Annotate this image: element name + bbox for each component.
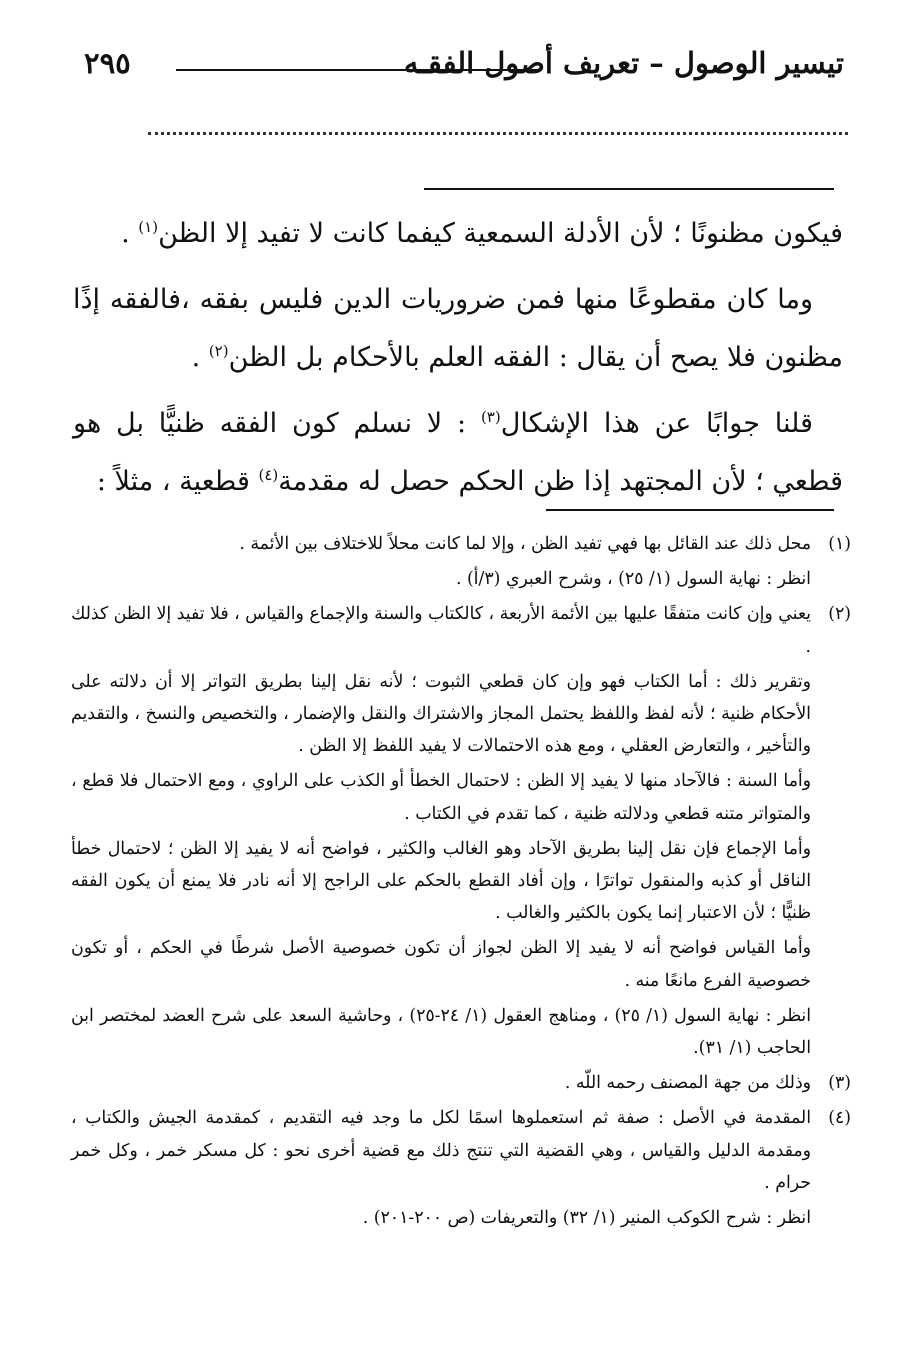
running-title: تيسير الوصول – تعريف أصول الفقـه — [403, 46, 844, 80]
header-rule — [176, 69, 539, 71]
footnote-text: انظر : نهاية السول (١/ ٢٥) ، وشرح العبري (٣/أ) . — [455, 569, 811, 590]
footnote-text: المقدمة في الأصل : صفة ثم استعملوها اسمًا لكل ما وجد فيه التقديم ، كمقدمة الجيش والكتاب ، ومقدمة الدليل والقياس ، وهي القضية التي تنتج ذلك مع قضية أخرى نحو : كل مسكر خمر ، وكل خمر حرام . — [71, 1108, 811, 1193]
main-paragraph-3: قلنا جوابًا عن هذا الإشكال$^{(٣)}$ : لا نسلم كون الفقه ظنيًّا بل هو قطعي ؛ لأن المجتهد إذا ظن الحكم حصل له مقدمة$^{(٤)}$ قطعية ، مثلاً : — [73, 408, 843, 497]
footnote-ref-3[interactable]: (٣) — [480, 408, 501, 426]
footnote-separator — [546, 509, 834, 511]
main-paragraph-2: وما كان مقطوعًا منها فمن ضروريات الدين فليس بفقه ،فالفقه إذًا مظنون فلا يصح أن يقال : الفقه العلم بالأحكام بل الظن$^{(٢)}$ . — [73, 284, 843, 373]
footnote-number: (٤) — [828, 1108, 851, 1129]
top-rule — [424, 188, 834, 190]
footnote-text: وتقرير ذلك : أما الكتاب فهو وإن كان قطعي الثبوت ؛ لأنه نقل إلينا بطريق التواتر إلا أن دلالته على الأحكام ظنية ؛ لأنه لفظ واللفظ يحتمل المجاز والاشتراك والنقل والإضمار ، والتخصيص والنسخ ، والتقديم والتأخير ، والتعارض العقلي ، ومع هذه الاحتمالات لا يفيد اللفظ إلا الظن . — [71, 671, 811, 757]
footnote-4 — [71, 1102, 851, 1234]
footnote-number: (٢) — [828, 604, 851, 625]
footnote-1 — [71, 528, 851, 595]
footnote-text: وأما الإجماع فإن نقل إلينا بطريق الآحاد وهو الغالب والكثير ، فواضح أنه لا يفيد إلا الظن ؛ لاحتمال خطأ الناقل أو كذبه والمنقول تواترًا ، وإن أفاد القطع بالحكم على الراجح إلا أنه نادر فلا يمنع أن يكون الفقه ظنيًّا ؛ لأن الاعتبار إنما يكون بالكثير والغالب . — [71, 838, 811, 924]
footnote-text: انظر : نهاية السول (١/ ٢٥) ، ومناهج العقول (١/ ٢٤-٢٥) ، وحاشية السعد على شرح العضد لمختصر ابن الحاجب (١/ ٣١). — [71, 1005, 811, 1059]
page-number: ٢٩٥ — [84, 46, 131, 80]
dotted-separator — [148, 132, 848, 135]
footnote-number: (١) — [828, 534, 851, 554]
footnote-3 — [71, 1067, 851, 1099]
footnote-text: يعني وإن كانت متفقًا عليها بين الأئمة الأربعة ، كالكتاب والسنة والإجماع والقياس ، فلا تفيد إلا الظن كذلك . — [71, 604, 811, 657]
main-paragraph-1: فيكون مظنونًا ؛ لأن الأدلة السمعية كيفما كانت لا تفيد إلا الظن$^{(١)}$ . — [121, 218, 843, 249]
footnote-ref-1[interactable]: (١) — [138, 218, 159, 236]
footnote-number: (٣) — [828, 1073, 851, 1094]
main-text — [73, 205, 843, 519]
footnote-ref-2[interactable]: (٢) — [208, 342, 229, 360]
footnote-2 — [71, 598, 851, 1064]
footnote-text: وذلك من جهة المصنف رحمه اللّه . — [564, 1073, 811, 1094]
footnote-text: وأما القياس فواضح أنه لا يفيد إلا الظن لجواز أن تكون خصوصية الأصل شرطًا في الحكم ، أو تكون خصوصية الفرع مانعًا منه . — [71, 938, 811, 991]
footnote-text: وأما السنة : فالآحاد منها لا يفيد إلا الظن : لاحتمال الخطأ أو الكذب على الراوي ، ومع الاحتمال فلا قطع ، والمتواتر متنه قطعي ودلالته ظنية ، كما تقدم في الكتاب . — [71, 771, 811, 824]
footnote-text: محل ذلك عند القائل بها فهي تفيد الظن ، وإلا لما كانت محلاً للاختلاف بين الأئمة . — [239, 534, 811, 554]
footnote-text: انظر : شرح الكوكب المنير (١/ ٣٢) والتعريفات (ص ٢٠٠-٢٠١) . — [362, 1208, 811, 1229]
footnote-ref-4[interactable]: (٤) — [258, 466, 279, 484]
footnotes — [71, 528, 851, 1237]
page-header — [84, 46, 844, 96]
